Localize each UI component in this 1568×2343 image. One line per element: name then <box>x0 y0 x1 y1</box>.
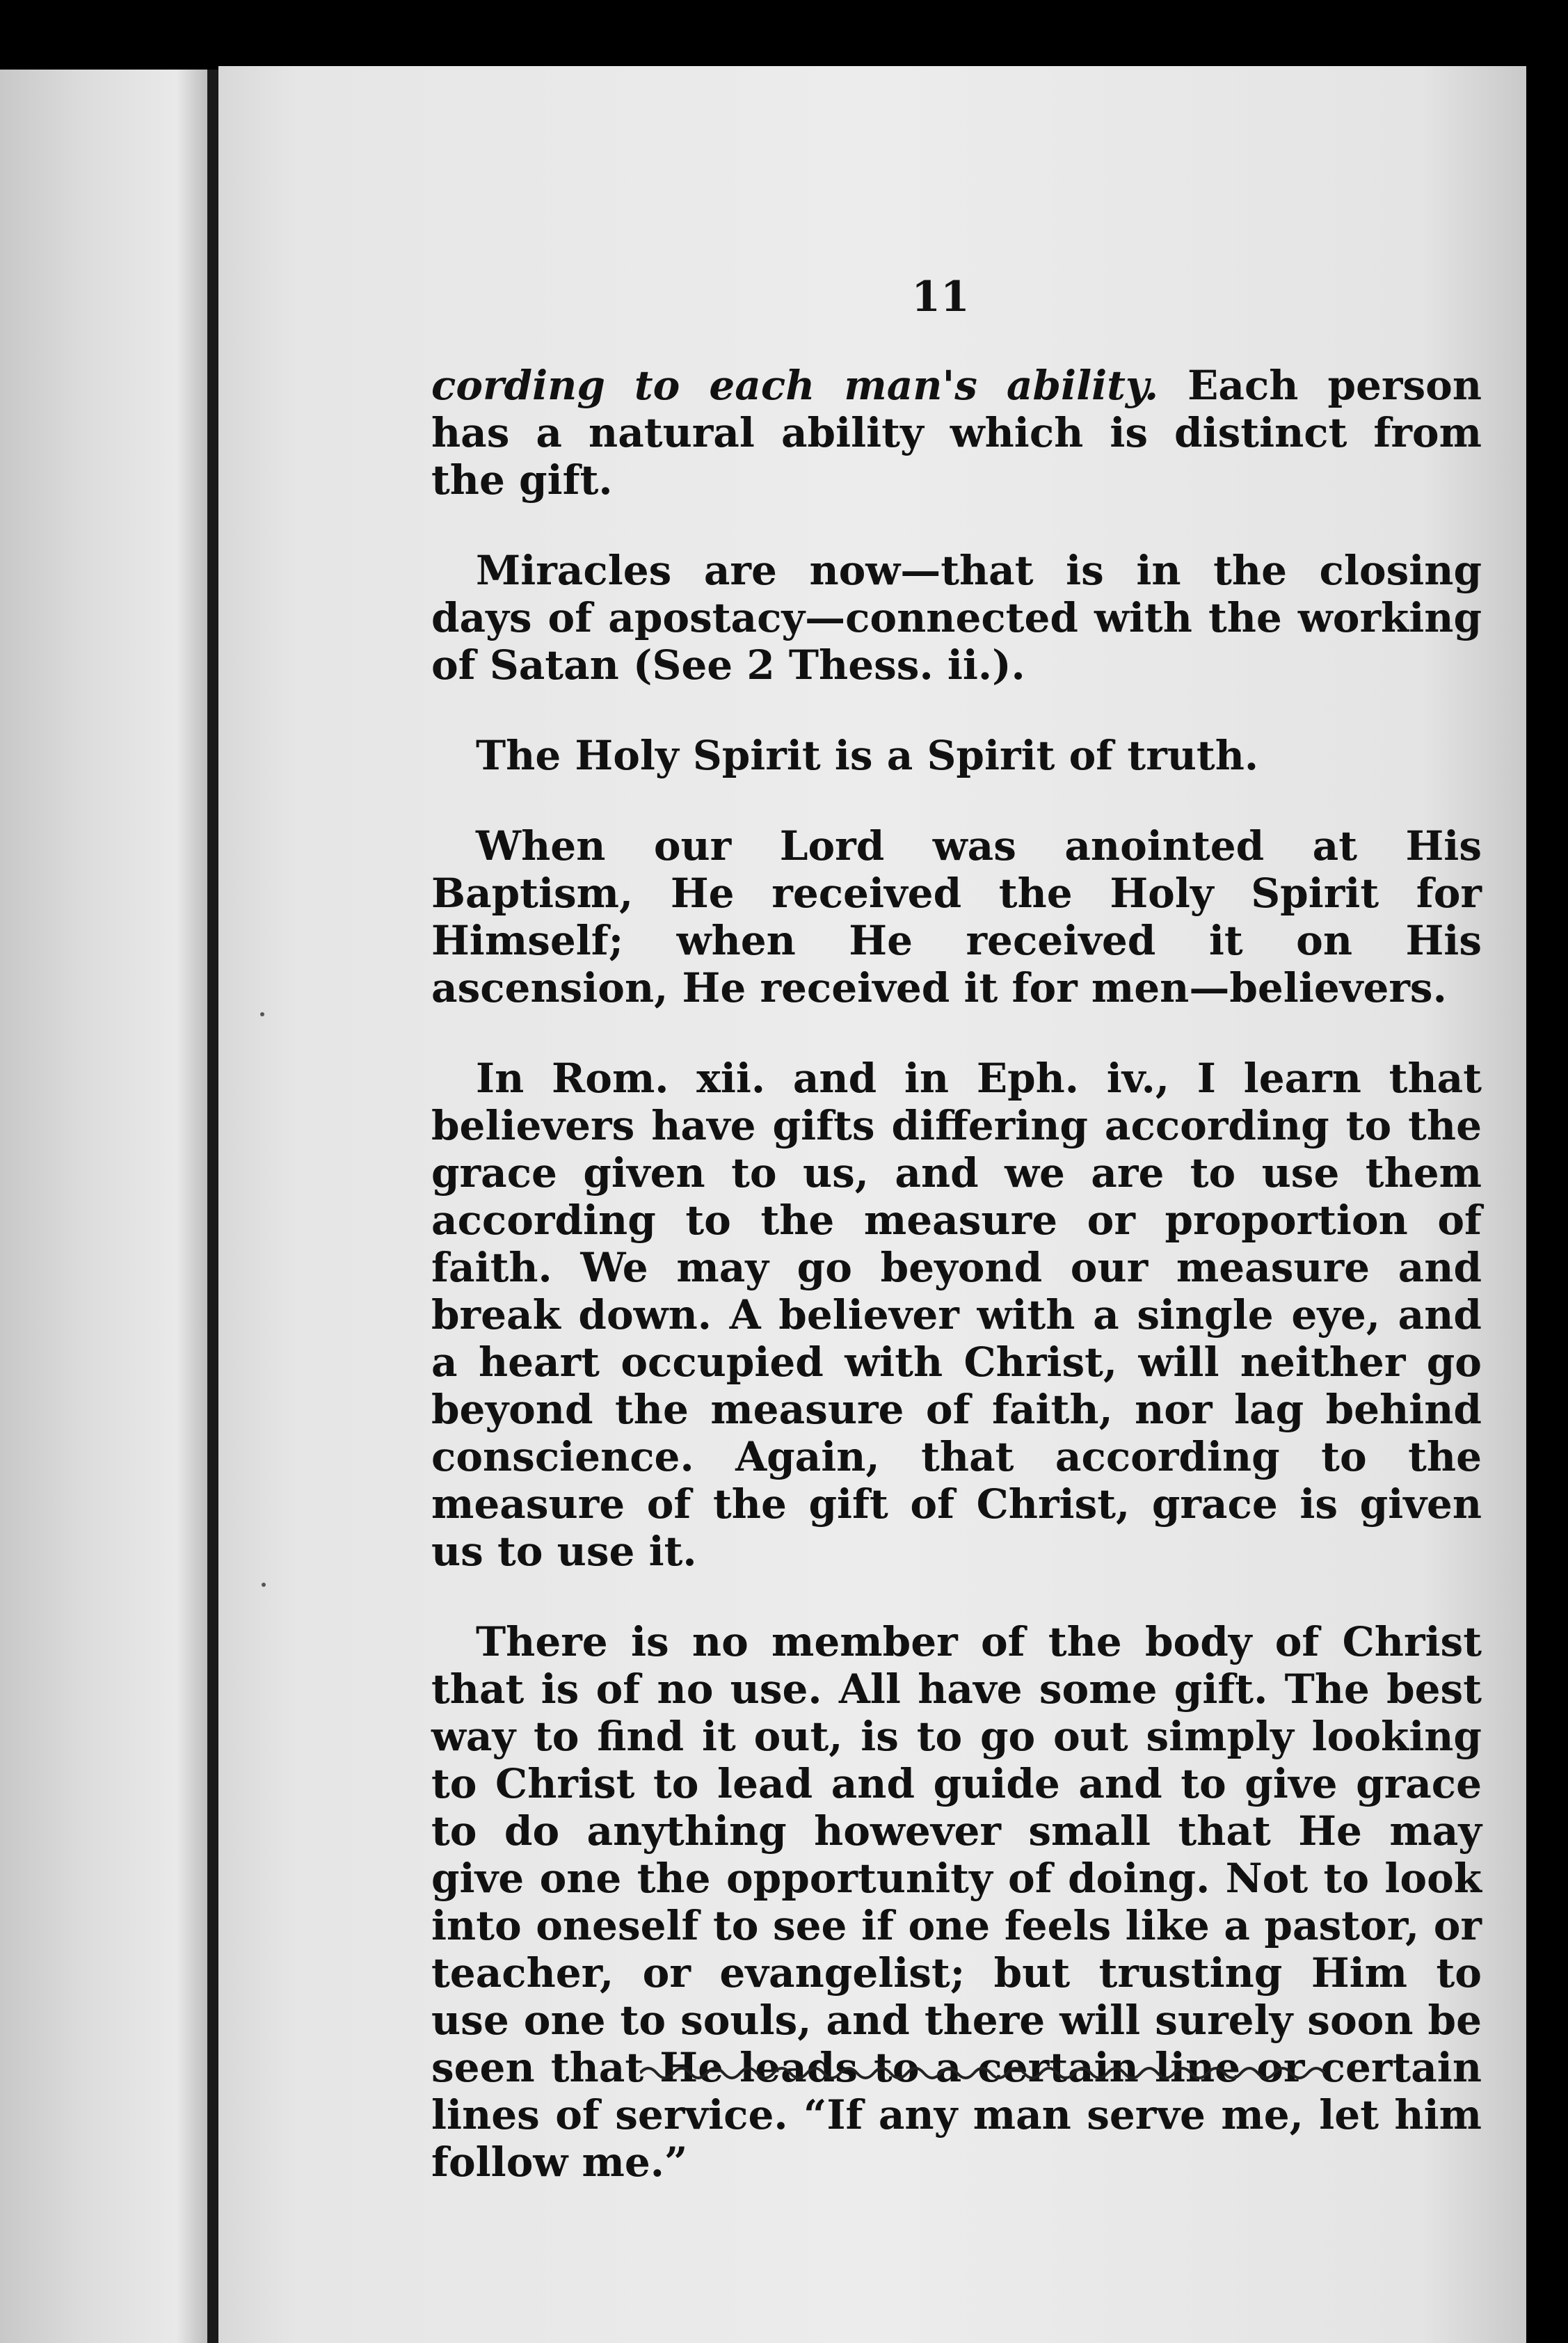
facing-page-left <box>0 70 207 2343</box>
paragraph: The Holy Spirit is a Spirit of truth. <box>476 732 1259 779</box>
ink-speck <box>260 1012 264 1016</box>
body-text <box>431 362 1482 2229</box>
paragraph: When our Lord was anointed at His Baptism, He received the Holy Spirit for Himself; when He received it on His ascension, He received it for men—believers. <box>431 822 1482 1011</box>
paragraph: Miracles are now—that is in the closing days of apostacy—connected with the working of Satan (See 2 Thess. ii.). <box>431 547 1482 689</box>
paragraph: In Rom. xii. and in Eph. iv., I learn that believers have gifts differing according to the grace given to us, and we are to use them according to the measure or proportion of faith. We may go beyond our measure and break down. A believer with a single eye, and a heart occupied with Christ, will neither go beyond the measure of faith, nor lag behind conscience. Again, that according to the measure of the gift of Christ, grace is given us to use it. <box>431 1055 1482 1575</box>
ink-speck <box>262 1583 266 1587</box>
paragraph-text: Each person has a natural ability which is distinct from the gift. <box>431 362 1482 504</box>
page-gutter <box>207 70 218 2343</box>
wavy-rule-icon <box>640 2059 1336 2087</box>
page-number: 11 <box>911 273 970 321</box>
paragraph: There is no member of the body of Christ that is of no use. All have some gift. The best way to find it out, is to go out simply looking to Christ to lead and guide and to give grace to do anything however small that He may give one the opportunity of doing. Not to look into oneself to see if one feels like a pastor, or teacher, or evangelist; but trusting Him to use one to souls, and there will surely soon be seen that He leads to a certain line or certain lines of service. “If any man serve me, let him follow me.” <box>431 1618 1482 2186</box>
italic-lead: cording to each man's ability. <box>431 362 1159 409</box>
paragraph <box>431 362 1482 504</box>
